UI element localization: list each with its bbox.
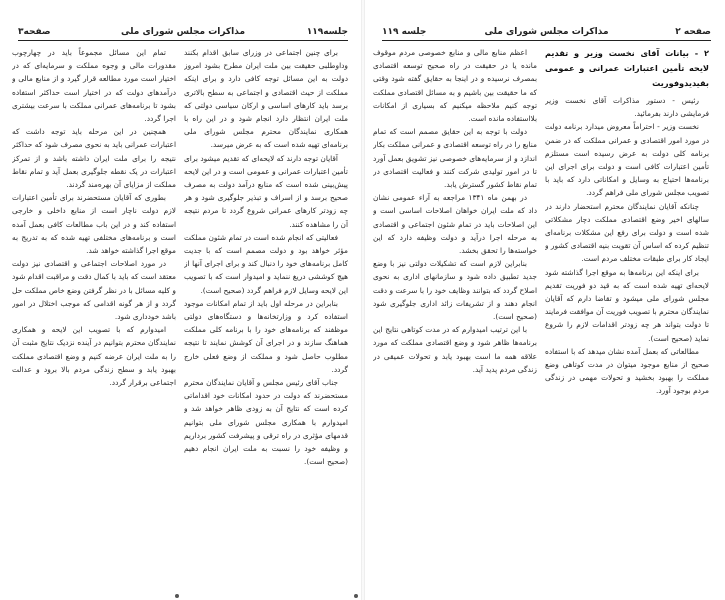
- running-title: مذاکرات مجلس شورای ملی: [484, 27, 609, 37]
- paragraph: رئیس - دستور مذاکرات آقای نخست وزیر فرمایشی دارند بفرمائید.: [545, 96, 709, 119]
- paragraph: بنابراین در مرحله اول باید از تمام امکانات موجود استفاده کرد و وزارتخانه‌ها و دستگاه‌های دولتی موظفند که برنامه‌های خود را با برنامه کلی مملکت هماهنگ سازند و در اجرای آن کوشش نمایند تا نتیجه مطلوب حاصل شود و مملکت از وضع فعلی خارج گردد.: [184, 298, 348, 374]
- paragraph: نخست وزیر - احتراماً معروض میدارد برنامه دولت در مورد امور اقتصادی و عمرانی مملکت که در ضمن برنامه کلی دولت به عرض رسیده است مستلزم تأمین اعتبارات کافی است و دولت برای اجرای این برنامه‌ها احتیاج به وسایل و امکاناتی دارد که باید با تصویب مجلس شورای ملی فراهم گردد.: [545, 122, 709, 198]
- paragraph: مطالعاتی که بعمل آمده نشان میدهد که با استفاده صحیح از منابع موجود میتوان در مدت کوتاهی وضع مملکت را بهبود بخشید و تحولات مهمی در زندگی مردم بوجود آورد.: [545, 346, 709, 396]
- text-column-right: [184, 46, 348, 591]
- right-page-header: [382, 26, 711, 41]
- section-heading: ۲ - بیانات آقای نخست وزیر و تقدیم لایحه تأمین اعتبارات عمرانی و عمومی بقیدیدوفوریت: [545, 48, 709, 88]
- right-page: [364, 0, 725, 600]
- paragraph: در مورد اصلاحات اجتماعی و اقتصادی نیز دولت معتقد است که باید با کمال دقت و مراقبت اقدام شود و کلیه مسائل با در نظر گرفتن وضع خاص مملکت حل گردد و از هر گونه اقدامی که موجب اختلال در امور باشد خودداری شود.: [12, 259, 176, 322]
- paragraph: برای اینکه این برنامه‌ها به موقع اجرا گذاشته شود لایحه‌ای تهیه شده است که به قید دو فوریت تقدیم مجلس شورای ملی میشود و تقاضا دارم که آقایان نمایندگان محترم با تصویب فوریت آن موافقت فرمایند تا دولت بتواند هر چه زودتر اقدامات لازم را شروع نماید (صحیح است).: [545, 267, 709, 343]
- page-number: صفحه ۲: [675, 27, 711, 37]
- text-column-left: [373, 46, 537, 591]
- paragraph: آقایان توجه دارند که لایحه‌ای که تقدیم میشود برای تأمین اعتبارات عمرانی و عمومی است و در این لایحه پیش‌بینی شده است که منابع درآمد دولت به مصرف صحیح برسد و از اسراف و تبذیر جلوگیری شود و هر چه زودتر کارهای عمرانی شروع گردد تا مردم نتیجه آن را مشاهده کنند.: [184, 153, 348, 229]
- paragraph: همچنین در این مرحله باید توجه داشت که اعتبارات عمرانی باید به نحوی مصرف شود که حداکثر نتیجه را برای ملت ایران داشته باشد و از تمرکز اعتبارات در یک نقطه جلوگیری بعمل آید و تمام نقاط مملکت از مزایای آن بهره‌مند گردند.: [12, 127, 176, 190]
- session-number: جلسه۱۱۹: [306, 27, 348, 37]
- page-dot: [354, 594, 358, 598]
- session-number: جلسه ۱۱۹: [382, 27, 427, 37]
- paragraph: در بهمن ماه ۱۳۴۱ مراجعه به آراء عمومی نشان داد که ملت ایران خواهان اصلاحات اساسی است و این اصلاحات باید در تمام شئون اجتماعی و اقتصادی به مرحله اجرا درآید و دولت وظیفه دارد که این خواسته‌ها را تحقق بخشد.: [373, 193, 537, 256]
- paragraph: دولت با توجه به این حقایق مصمم است که تمام منابع را در راه توسعه اقتصادی و عمرانی مملکت بکار اندازد و از سرمایه‌های خصوصی نیز تشویق بعمل آورد تا در امور تولیدی شرکت کنند و فعالیت اقتصادی در تمام نقاط کشور گسترش یابد.: [373, 127, 537, 190]
- paragraph: بطوری که آقایان مستحضرند برای تأمین اعتبارات لازم دولت ناچار است از منابع داخلی و خارجی استفاده کند و در این باب مطالعات کافی بعمل آمده است و برنامه‌های مختلفی تهیه شده که به تدریج به موقع اجرا گذاشته خواهد شد.: [12, 193, 176, 256]
- text-column-right: [545, 46, 709, 591]
- paragraph: جناب آقای رئیس مجلس و آقایان نمایندگان محترم مستحضرند که دولت در حدود امکانات خود اقداماتی کرده است که نتایج آن به زودی ظاهر خواهد شد و امیدوارم با همکاری مجلس شورای ملی بتوانیم قدمهای مؤثری در راه ترقی و پیشرفت کشور برداریم و وظیفه خود را نسبت به ملت ایران انجام دهیم (صحیح است).: [184, 378, 348, 467]
- paragraph: امیدوارم که با تصویب این لایحه و همکاری نمایندگان محترم بتوانیم در آینده نزدیک نتایج مثبت آن را به ملت ایران عرضه کنیم و وضع اقتصادی مملکت بهبود یابد و سطح زندگی مردم بالا برود و عدالت اجتماعی برقرار گردد.: [12, 325, 176, 388]
- left-page: [0, 0, 362, 600]
- page-number: صفحه۳: [18, 27, 51, 37]
- running-title: مذاکرات مجلس شورای ملی: [120, 27, 246, 37]
- left-page-header: [18, 26, 348, 41]
- text-column-left: [12, 46, 176, 591]
- paragraph: با این ترتیب امیدوارم که در مدت کوتاهی نتایج این برنامه‌ها ظاهر شود و وضع اقتصادی مملکت که مورد علاقه همه ما است بهبود یابد و تحولات عمیقی در زندگی مردم پدید آید.: [373, 325, 537, 374]
- paragraph: فعالیتی که انجام شده است در تمام شئون مملکت مؤثر خواهد بود و دولت مصمم است که با جدیت کامل برنامه‌های خود را دنبال کند و برای اجرای آنها از هیچ کوششی دریغ ننماید و امیدوار است که با تصویب این لایحه وسایل لازم فراهم گردد (صحیح است).: [184, 232, 348, 295]
- paragraph: چنانکه آقایان نمایندگان محترم استحضار دارند در سالهای اخیر وضع اقتصادی مملکت دچار مشکلاتی شده است و دولت برای رفع این مشکلات برنامه‌ای تنظیم کرده که اساس آن تقویت بنیه اقتصادی کشور و ایجاد کار برای طبقات مختلف مردم است.: [545, 201, 709, 264]
- paragraph: اعظم منابع مالی و منابع خصوصی مردم موقوف مانده یا در حقیقت در راه صحیح توسعه اقتصادی بمصرف نرسیده و در اینجا به حقایق گفته شود وقتی که ما حقیقت بین باشیم و به مسائل اقتصادی مملکت توجه کنیم ملاحظه میکنیم که بسیاری از امکانات بلااستفاده مانده است.: [373, 48, 537, 124]
- page-dot: [175, 594, 179, 598]
- paragraph: تمام این مسائل مجموعاً باید در چهارچوب مقدورات مالی و وجوه مملکت و سرمایه‌ای که در اختیار است مورد مطالعه قرار گیرد و از منابع مالی و درآمدهای دولت که در اختیار است حداکثر استفاده بشود تا برنامه‌های عمرانی مملکت با سرعت بیشتری اجرا گردد.: [12, 48, 176, 124]
- paragraph: بنابراین لازم است که تشکیلات دولتی نیز با وضع جدید تطبیق داده شود و سازمانهای اداری به نحوی اصلاح گردد که بتوانند وظایف خود را با سرعت و دقت انجام دهند و از تشریفات زائد اداری جلوگیری شود (صحیح است).: [373, 259, 537, 322]
- paragraph: برای چنین اجتماعی در وزرای سابق اقدام بکنند وداوطلبی حقیقت بین ملت ایران مطرح بشود امروز دولت به این مسائل توجه کافی دارد و برای اینکه مملکت از حیث اقتصادی و اجتماعی به سطح بالاتری برسد باید کارهای اساسی و ارکان سیاسی دولتی که ملت ایران انتظار دارد انجام شود و در این راه با همکاری نمایندگان محترم مجلس شورای ملی برنامه‌ای تهیه شده است که به عرض میرسد.: [184, 48, 348, 150]
